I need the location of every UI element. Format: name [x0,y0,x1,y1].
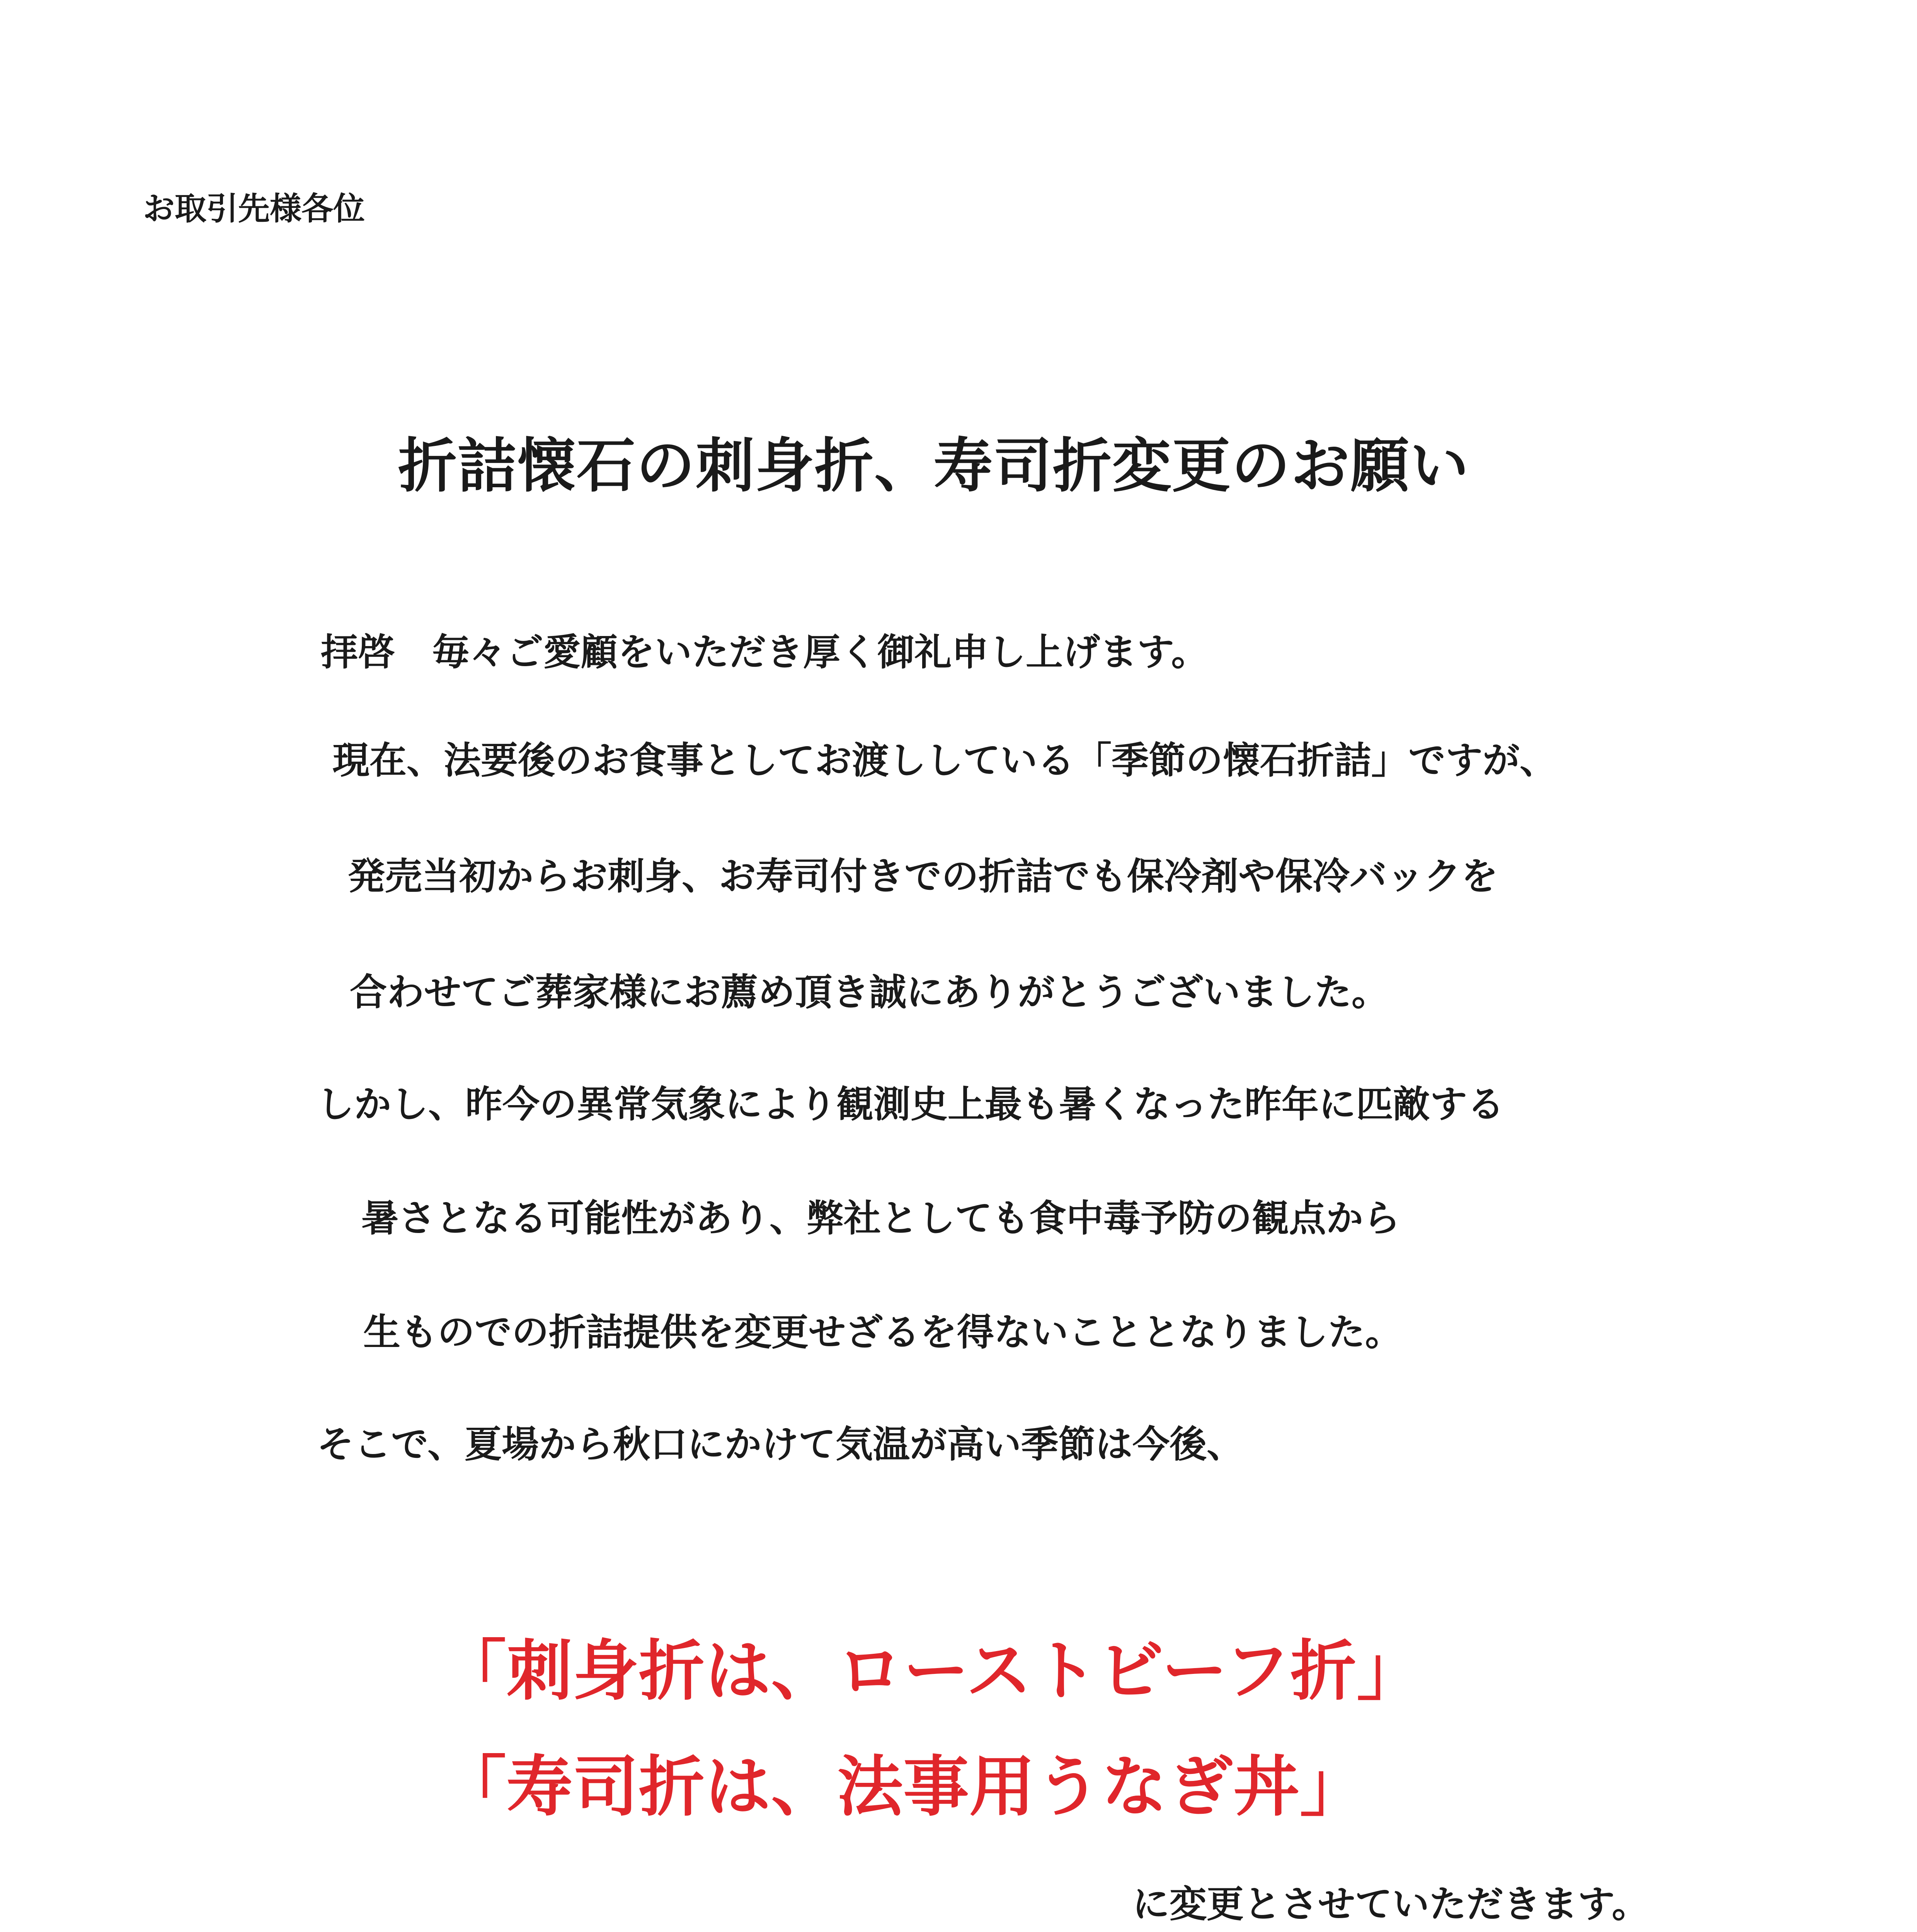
closing-line-1: に変更とさせていただきます。 [1132,1883,1649,1926]
addressee: お取引先様各位 [143,190,365,227]
document-title: 折詰懐石の刺身折、寿司折変更のお願い [398,432,1469,500]
highlight-sashimi-change: 「刺身折は、ローストビーフ折」 [441,1633,1423,1709]
paragraph-line-8: そこで、夏場から秋口にかけて気温が高い季節は今後、 [317,1423,1244,1466]
paragraph-line-1: 拝啓 毎々ご愛顧をいただき厚く御礼申し上げます。 [321,631,1209,674]
paragraph-line-2: 現在、法要後のお食事としてお渡ししている「季節の懐石折詰」ですが、 [332,739,1557,782]
paragraph-line-4: 合わせてご葬家様にお薦め頂き誠にありがとうございました。 [350,971,1389,1014]
paragraph-line-7: 生ものでの折詰提供を変更せざるを得ないこととなりました。 [363,1311,1402,1354]
highlight-sushi-change: 「寿司折は、法事用うなぎ丼」 [441,1749,1366,1825]
paragraph-line-6: 暑さとなる可能性があり、弊社としても食中毒予防の観点から [361,1197,1400,1240]
paragraph-line-5: しかし、昨今の異常気象により観測史上最も暑くなった昨年に匹敵する [317,1083,1504,1126]
paragraph-line-3: 発売当初からお刺身、お寿司付きでの折詰でも保冷剤や保冷バックを [348,855,1498,898]
